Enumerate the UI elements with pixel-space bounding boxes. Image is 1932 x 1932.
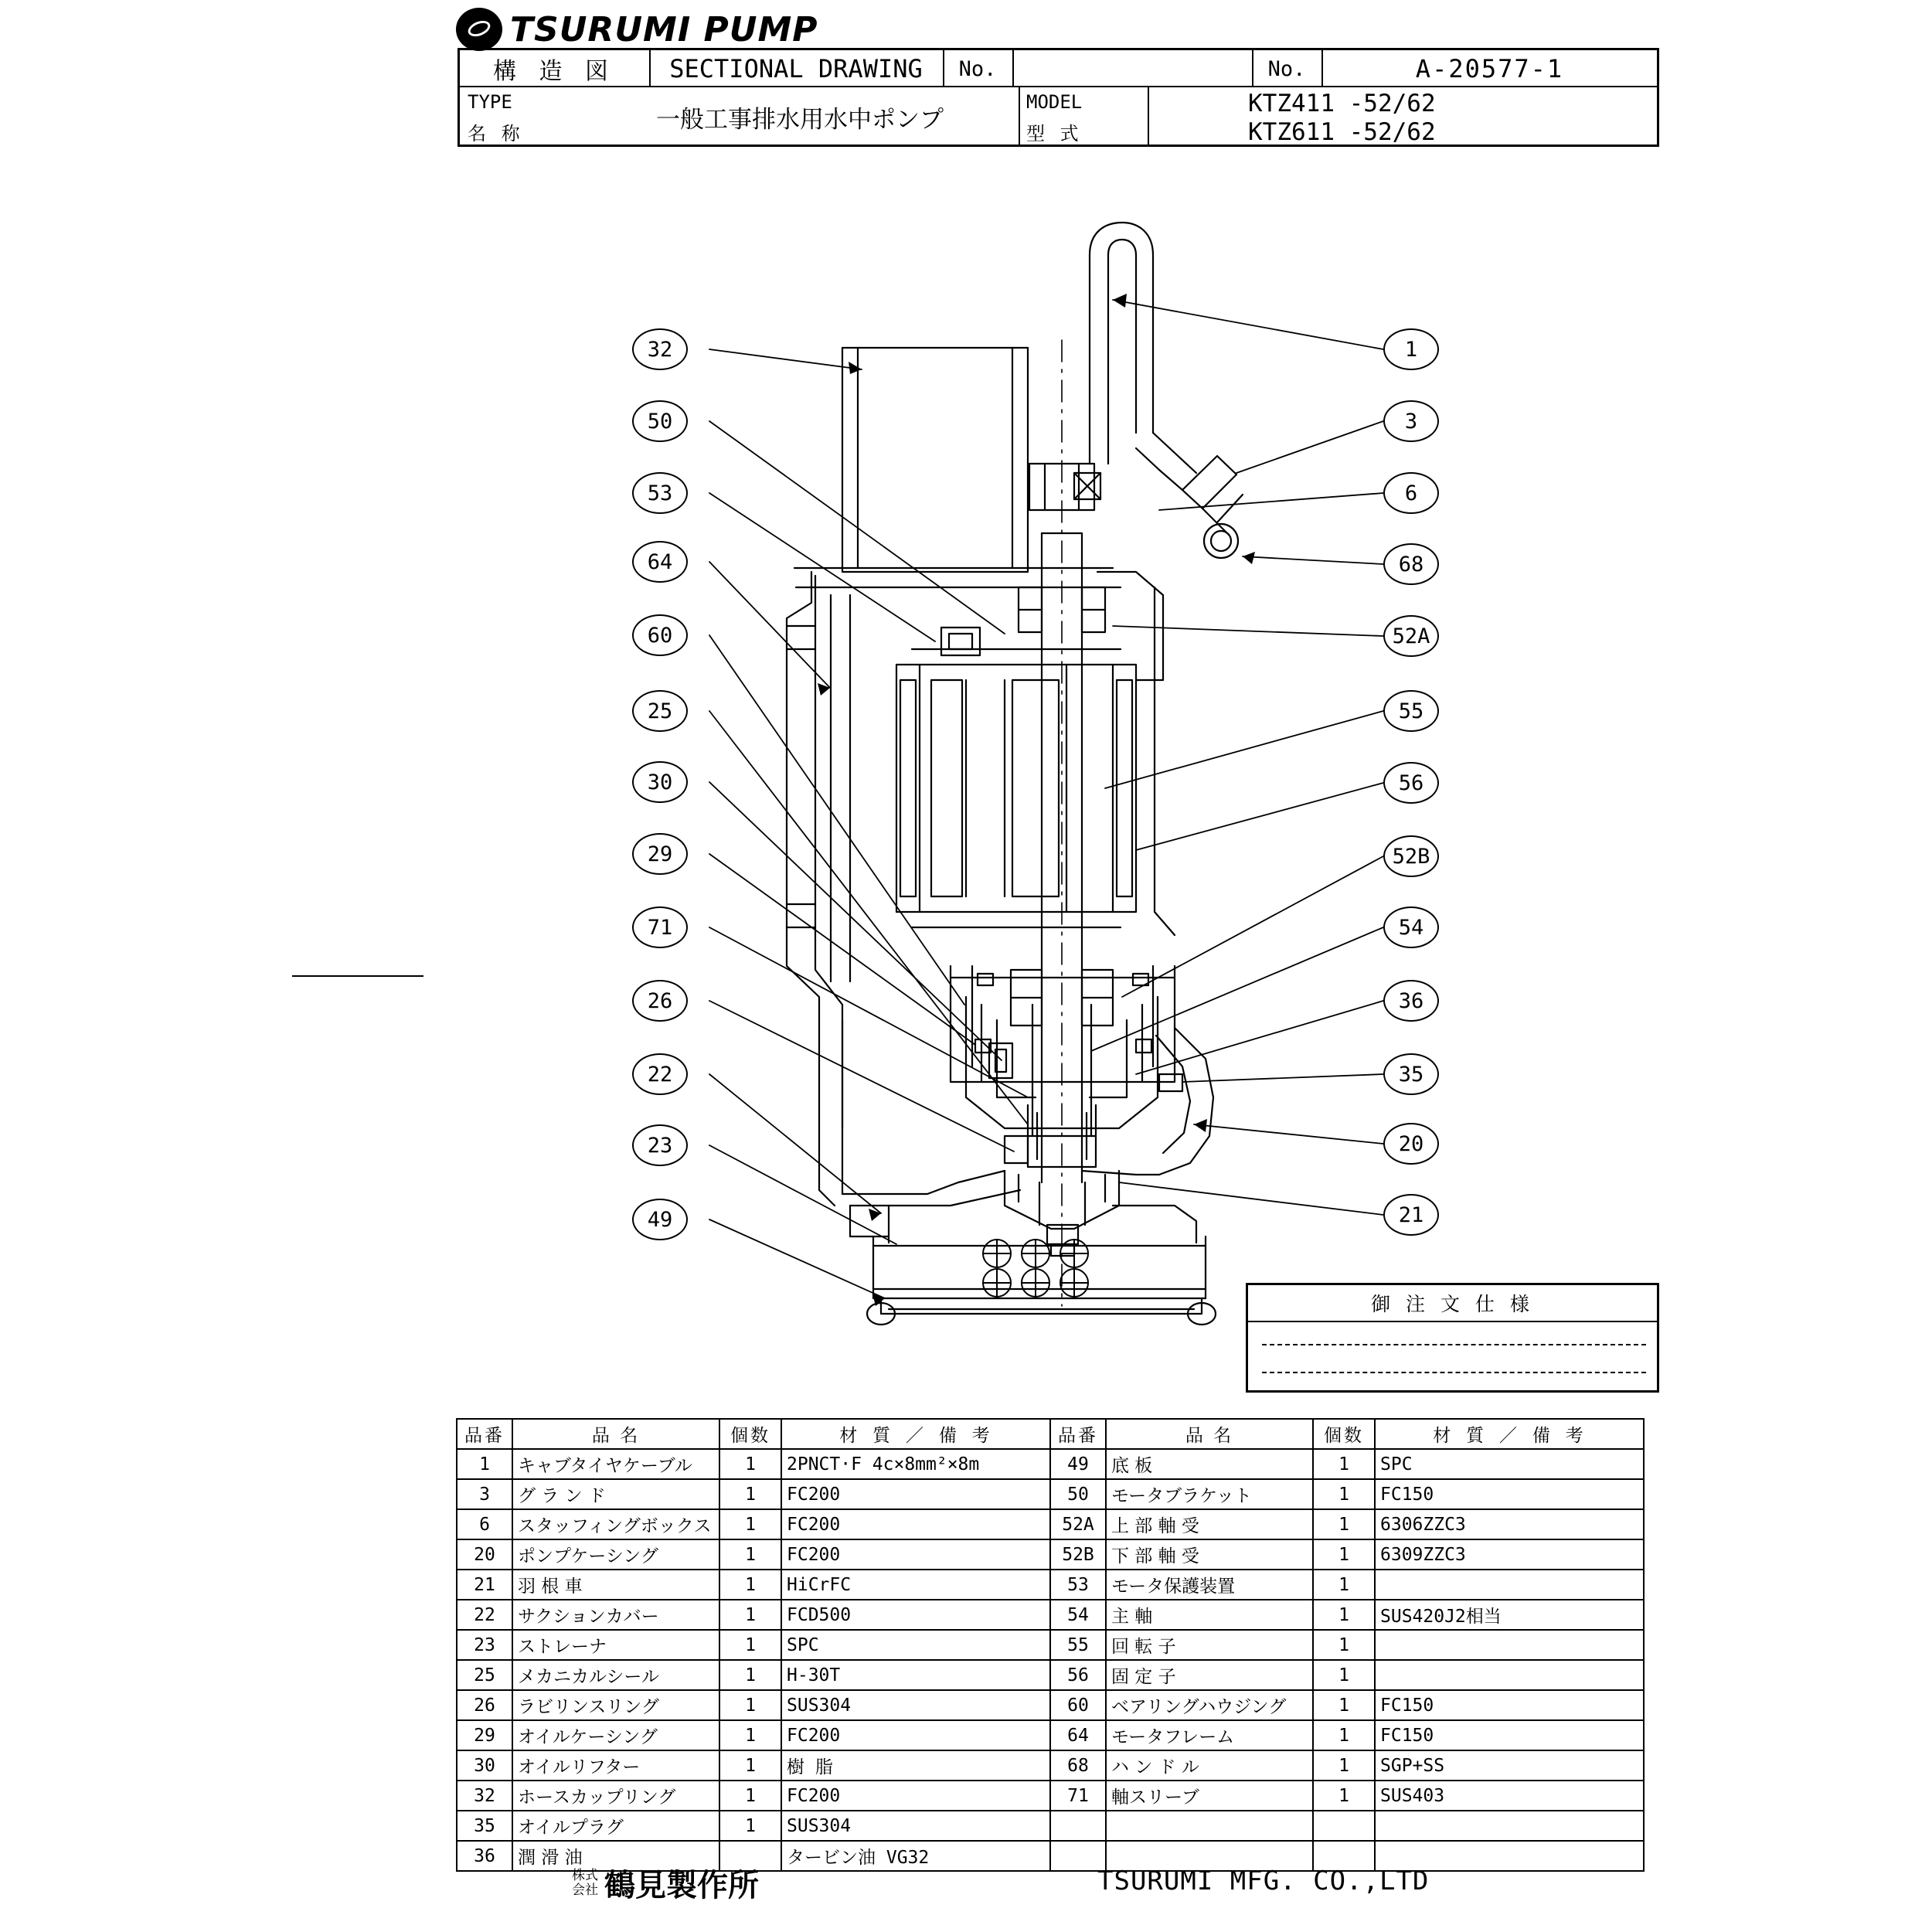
header-name-left: 品 名 (512, 1419, 719, 1449)
parts-cell: 上 部 軸 受 (1106, 1509, 1313, 1539)
parts-cell: 54 (1050, 1600, 1106, 1630)
order-specification-box (1246, 1283, 1659, 1393)
header-qty-left: 個数 (719, 1419, 781, 1449)
table-row (457, 1720, 1644, 1750)
table-row (457, 1660, 1644, 1690)
parts-cell: 2PNCT·F 4c×8mm²×8m (781, 1449, 1050, 1479)
parts-cell: 主 軸 (1106, 1600, 1313, 1630)
balloon-56: 56 (1383, 762, 1439, 804)
balloon-23: 23 (632, 1124, 688, 1166)
drawing-type-en: SECTIONAL DRAWING (669, 54, 923, 83)
order-spec-title: 御 注 文 仕 様 (1248, 1285, 1657, 1322)
parts-cell: 1 (719, 1539, 781, 1570)
company-name-jp: 鶴見製作所 (604, 1868, 759, 1903)
parts-cell: 回 転 子 (1106, 1630, 1313, 1660)
parts-cell: オイルケーシング (512, 1720, 719, 1750)
parts-cell: グ ラ ン ド (512, 1479, 719, 1509)
parts-cell: 50 (1050, 1479, 1106, 1509)
table-row (457, 1509, 1644, 1539)
table-row (457, 1600, 1644, 1630)
parts-cell: 羽 根 車 (512, 1570, 719, 1600)
title-block (457, 48, 1659, 147)
parts-cell: 52B (1050, 1539, 1106, 1570)
parts-cell: 26 (457, 1690, 512, 1720)
type-label-en: TYPE (468, 91, 512, 113)
parts-cell: 1 (1313, 1539, 1375, 1570)
table-row (457, 1750, 1644, 1781)
company-name-en: TSURUMI MFG. CO.,LTD (1097, 1866, 1430, 1896)
no-label-right: No. (1267, 56, 1306, 81)
balloon-1: 1 (1383, 328, 1439, 370)
parts-cell: ラビリンスリング (512, 1690, 719, 1720)
parts-cell: 1 (719, 1811, 781, 1841)
parts-cell (1050, 1811, 1106, 1841)
model-label-en: MODEL (1026, 91, 1083, 113)
balloon-20: 20 (1383, 1123, 1439, 1165)
drawing-type-jp: 構 造 図 (492, 58, 617, 85)
parts-cell: FC200 (781, 1781, 1050, 1811)
model-value-line1: KTZ411 -52/62 (1248, 90, 1436, 117)
parts-cell: 1 (719, 1479, 781, 1509)
parts-cell: 49 (1050, 1449, 1106, 1479)
table-row (457, 1449, 1644, 1479)
parts-cell: 潤 滑 油 (512, 1841, 719, 1871)
parts-cell (1375, 1811, 1644, 1841)
balloon-52A: 52A (1383, 615, 1439, 657)
header-mat-right: 材 質 ／ 備 考 (1375, 1419, 1644, 1449)
parts-cell: 3 (457, 1479, 512, 1509)
parts-cell: FC200 (781, 1479, 1050, 1509)
kabushiki-kaisha-mark (572, 1869, 598, 1898)
balloon-52B: 52B (1383, 835, 1439, 877)
parts-cell: 樹 脂 (781, 1750, 1050, 1781)
parts-cell: FC200 (781, 1720, 1050, 1750)
balloon-64: 64 (632, 541, 688, 583)
parts-cell (1313, 1811, 1375, 1841)
tsurumi-swirl-logo-icon (456, 8, 502, 51)
parts-cell: 1 (719, 1720, 781, 1750)
no-label-left: No. (958, 56, 997, 81)
parts-cell: ベアリングハウジング (1106, 1690, 1313, 1720)
parts-cell: 25 (457, 1660, 512, 1690)
table-row (457, 1690, 1644, 1720)
parts-cell: SUS403 (1375, 1781, 1644, 1811)
parts-cell: 36 (457, 1841, 512, 1871)
header-mat-left: 材 質 ／ 備 考 (781, 1419, 1050, 1449)
parts-cell: 1 (719, 1660, 781, 1690)
parts-cell: SUS420J2相当 (1375, 1600, 1644, 1630)
balloon-32: 32 (632, 328, 688, 370)
parts-cell: 64 (1050, 1720, 1106, 1750)
parts-cell: 1 (1313, 1630, 1375, 1660)
table-row (457, 1539, 1644, 1570)
parts-cell: SPC (1375, 1449, 1644, 1479)
balloon-55: 55 (1383, 690, 1439, 732)
parts-cell (1375, 1570, 1644, 1600)
parts-cell: ポンプケーシング (512, 1539, 719, 1570)
parts-cell (1106, 1811, 1313, 1841)
parts-cell: 56 (1050, 1660, 1106, 1690)
parts-cell: 1 (719, 1781, 781, 1811)
balloon-29: 29 (632, 833, 688, 875)
brand-name: TSURUMI PUMP (510, 9, 818, 49)
parts-cell: SUS304 (781, 1811, 1050, 1841)
parts-cell: オイルプラグ (512, 1811, 719, 1841)
header-qty-right: 個数 (1313, 1419, 1375, 1449)
balloon-21: 21 (1383, 1194, 1439, 1236)
parts-cell: FC150 (1375, 1690, 1644, 1720)
balloon-71: 71 (632, 906, 688, 948)
stray-leader-line (292, 975, 423, 977)
drawing-number: A-20577-1 (1415, 54, 1564, 83)
parts-cell: キャブタイヤケーブル (512, 1449, 719, 1479)
table-row (457, 1781, 1644, 1811)
parts-cell: 1 (1313, 1509, 1375, 1539)
table-row (457, 1570, 1644, 1600)
tsurumi-logo (456, 8, 819, 51)
parts-cell: 20 (457, 1539, 512, 1570)
kk-line1: 株式 (572, 1867, 598, 1883)
table-row (457, 1630, 1644, 1660)
parts-cell: 1 (1313, 1690, 1375, 1720)
balloon-60: 60 (632, 614, 688, 656)
parts-cell: FC200 (781, 1539, 1050, 1570)
parts-cell: 1 (719, 1509, 781, 1539)
parts-cell: 1 (719, 1690, 781, 1720)
table-row (457, 1479, 1644, 1509)
table-row (457, 1811, 1644, 1841)
header-name-right: 品 名 (1106, 1419, 1313, 1449)
parts-cell (1375, 1660, 1644, 1690)
parts-cell: 6306ZZC3 (1375, 1509, 1644, 1539)
parts-table-header-row (457, 1419, 1644, 1449)
parts-cell: 22 (457, 1600, 512, 1630)
parts-cell: モータフレーム (1106, 1720, 1313, 1750)
parts-cell: FC150 (1375, 1720, 1644, 1750)
balloon-30: 30 (632, 761, 688, 803)
parts-cell: 71 (1050, 1781, 1106, 1811)
type-label-jp: 名 称 (468, 122, 525, 145)
parts-cell: 1 (1313, 1660, 1375, 1690)
parts-cell: 29 (457, 1720, 512, 1750)
parts-cell (1375, 1630, 1644, 1660)
balloon-35: 35 (1383, 1053, 1439, 1095)
parts-cell: 軸スリーブ (1106, 1781, 1313, 1811)
balloon-68: 68 (1383, 543, 1439, 585)
balloon-53: 53 (632, 472, 688, 514)
parts-cell: 1 (719, 1449, 781, 1479)
parts-cell: 1 (457, 1449, 512, 1479)
balloon-49: 49 (632, 1199, 688, 1240)
parts-cell: 60 (1050, 1690, 1106, 1720)
parts-cell: 底 板 (1106, 1449, 1313, 1479)
type-value: 一般工事排水用水中ポンプ (656, 105, 944, 134)
balloon-54: 54 (1383, 906, 1439, 948)
parts-cell: 52A (1050, 1509, 1106, 1539)
parts-cell: モータブラケット (1106, 1479, 1313, 1509)
parts-cell: 固 定 子 (1106, 1660, 1313, 1690)
parts-cell: SGP+SS (1375, 1750, 1644, 1781)
balloon-22: 22 (632, 1053, 688, 1095)
parts-cell: タービン油 VG32 (781, 1841, 1050, 1871)
parts-cell: H-30T (781, 1660, 1050, 1690)
parts-cell: 1 (1313, 1600, 1375, 1630)
parts-cell: 32 (457, 1781, 512, 1811)
parts-cell: 下 部 軸 受 (1106, 1539, 1313, 1570)
parts-cell: SPC (781, 1630, 1050, 1660)
parts-cell: FCD500 (781, 1600, 1050, 1630)
parts-cell: 6309ZZC3 (1375, 1539, 1644, 1570)
parts-cell: 1 (1313, 1750, 1375, 1781)
parts-cell: 21 (457, 1570, 512, 1600)
kk-line2: 会社 (572, 1882, 598, 1898)
balloon-3: 3 (1383, 400, 1439, 442)
balloon-26: 26 (632, 980, 688, 1022)
parts-cell: 1 (1313, 1449, 1375, 1479)
parts-cell: 55 (1050, 1630, 1106, 1660)
parts-cell: モータ保護装置 (1106, 1570, 1313, 1600)
parts-cell: 68 (1050, 1750, 1106, 1781)
order-spec-line-1 (1262, 1344, 1646, 1345)
parts-cell: FC200 (781, 1509, 1050, 1539)
parts-cell: 1 (1313, 1781, 1375, 1811)
balloon-36: 36 (1383, 980, 1439, 1022)
parts-cell: スタッフィングボックス (512, 1509, 719, 1539)
parts-cell: ホースカップリング (512, 1781, 719, 1811)
parts-list-table (456, 1418, 1645, 1872)
parts-cell: ストレーナ (512, 1630, 719, 1660)
parts-cell: ハ ン ド ル (1106, 1750, 1313, 1781)
parts-cell: 30 (457, 1750, 512, 1781)
header-no-right: 品番 (1050, 1419, 1106, 1449)
order-spec-line-2 (1262, 1372, 1646, 1373)
parts-cell: 1 (1313, 1570, 1375, 1600)
parts-cell: SUS304 (781, 1690, 1050, 1720)
parts-cell: 1 (1313, 1720, 1375, 1750)
company-name-jp-block (572, 1861, 759, 1905)
model-value-line2: KTZ611 -52/62 (1248, 118, 1436, 146)
parts-cell: オイルリフター (512, 1750, 719, 1781)
parts-cell: 53 (1050, 1570, 1106, 1600)
balloon-6: 6 (1383, 472, 1439, 514)
balloon-50: 50 (632, 400, 688, 442)
balloon-25: 25 (632, 690, 688, 732)
parts-cell: FC150 (1375, 1479, 1644, 1509)
parts-cell: 1 (719, 1750, 781, 1781)
parts-cell: メカニカルシール (512, 1660, 719, 1690)
parts-cell: 6 (457, 1509, 512, 1539)
parts-cell: 23 (457, 1630, 512, 1660)
parts-cell: HiCrFC (781, 1570, 1050, 1600)
model-label-jp: 型 式 (1026, 122, 1083, 145)
parts-cell: 1 (719, 1630, 781, 1660)
parts-cell: 1 (719, 1600, 781, 1630)
parts-cell: 35 (457, 1811, 512, 1841)
parts-cell: 1 (719, 1570, 781, 1600)
parts-cell: サクションカバー (512, 1600, 719, 1630)
header-no-left: 品番 (457, 1419, 512, 1449)
parts-cell: 1 (1313, 1479, 1375, 1509)
